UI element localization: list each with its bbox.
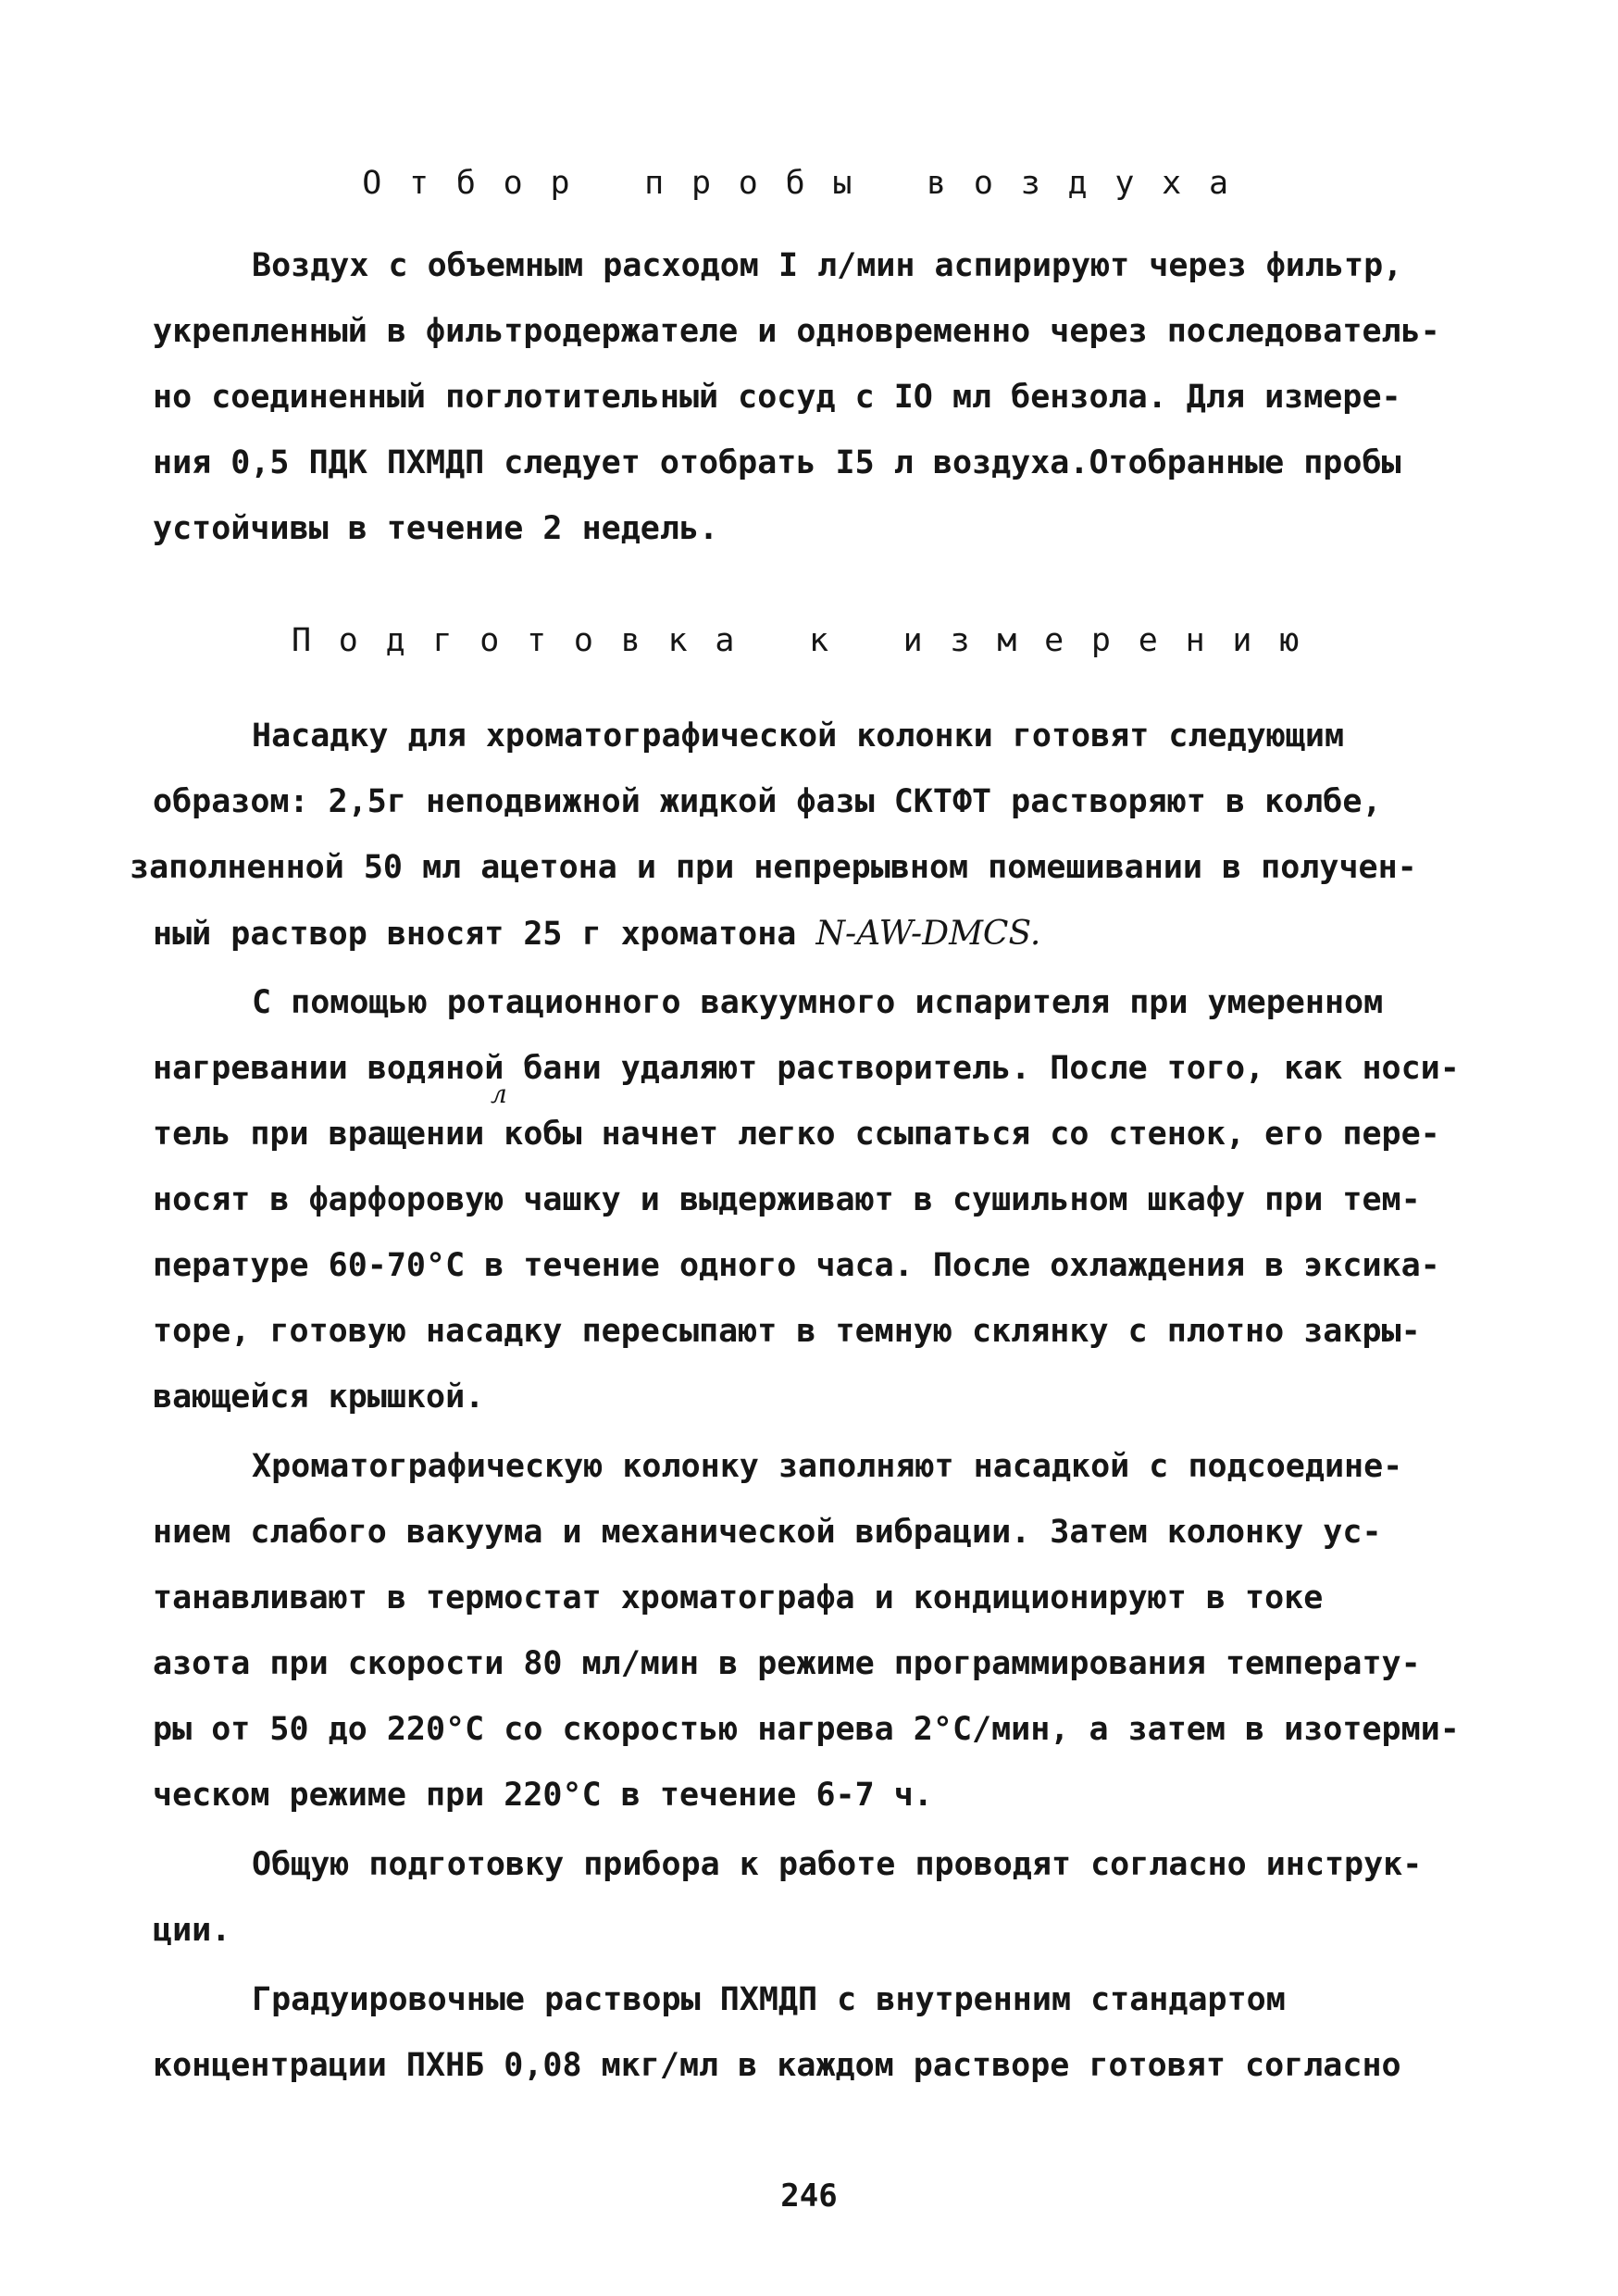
handwritten-annotation: N-AW-DMCS. (815, 915, 1041, 953)
text-line: ческом режиме при 220°С в течение 6-7 ч. (153, 1777, 933, 1814)
text-line: устойчивы в течение 2 недель. (153, 510, 719, 547)
text-line: носят в фарфоровую чашку и выдерживают в сушильном шкафу при тем- (153, 1181, 1421, 1218)
page-number: 246 (780, 2177, 838, 2215)
text-line: С помощью ротационного вакуумного испарителя при умеренном (252, 984, 1384, 1021)
handwritten-insertion: л (491, 1079, 507, 1109)
text-line: Воздух с объемным расходом I л/мин аспирируют через фильтр, (252, 247, 1403, 284)
text-line: пературе 60-70°С в течение одного часа. После охлаждения в эксика- (153, 1247, 1440, 1284)
section-title-preparation: Подготовка к измерению (291, 622, 1327, 659)
text-line: торе, готовую насадку пересыпают в темную склянку с плотно закры- (153, 1313, 1421, 1350)
text-line: ния 0,5 ПДК ПХМДП следует отобрать I5 л воздуха.Отобранные пробы (153, 444, 1401, 481)
section-title-sampling: Отбор пробы воздуха (362, 165, 1256, 202)
text-line (153, 917, 1040, 951)
text-line: образом: 2,5г неподвижной жидкой фазы СКТФТ растворяют в колбе, (153, 783, 1382, 820)
text-line: концентрации ПХНБ 0,08 мкг/мл в каждом растворе готовят согласно (153, 2047, 1401, 2084)
text-line: азота при скорости 80 мл/мин в режиме программирования температу- (153, 1645, 1421, 1682)
text-line: но соединенный поглотительный сосуд с IO мл бензола. Для измере- (153, 379, 1401, 416)
text-line: Хроматографическую колонку заполняют насадкой с подсоедине- (252, 1448, 1403, 1485)
text-line: заполненной 50 мл ацетона и при непрерывном помешивании в получен- (130, 849, 1417, 886)
text-fragment: ный раствор вносят 25 г хроматона (153, 916, 797, 953)
text-line: вающейся крышкой. (153, 1379, 485, 1416)
text-line: нием слабого вакуума и механической вибрации. Затем колонку ус- (153, 1514, 1382, 1551)
text-line: тель при вращении кобы начнет легко ссыпаться со стенок, его пере- (153, 1116, 1440, 1153)
text-line: Насадку для хроматографической колонки готовят следующим (252, 718, 1345, 755)
text-line: танавливают в термостат хроматографа и кондиционируют в токе (153, 1579, 1324, 1616)
text-line: нагревании водяной бани удаляют растворитель. После того, как носи- (153, 1050, 1460, 1087)
text-line: ры от 50 до 220°С со скоростью нагрева 2°С/мин, а затем в изотерми- (153, 1711, 1460, 1748)
text-line: Общую подготовку прибора к работе проводят согласно инструк- (252, 1846, 1423, 1883)
text-line: укрепленный в фильтродержателе и одновременно через последователь- (153, 313, 1440, 350)
text-line: ции. (153, 1912, 231, 1949)
text-line: Градуировочные растворы ПХМДП с внутренним стандартом (252, 1981, 1286, 2018)
